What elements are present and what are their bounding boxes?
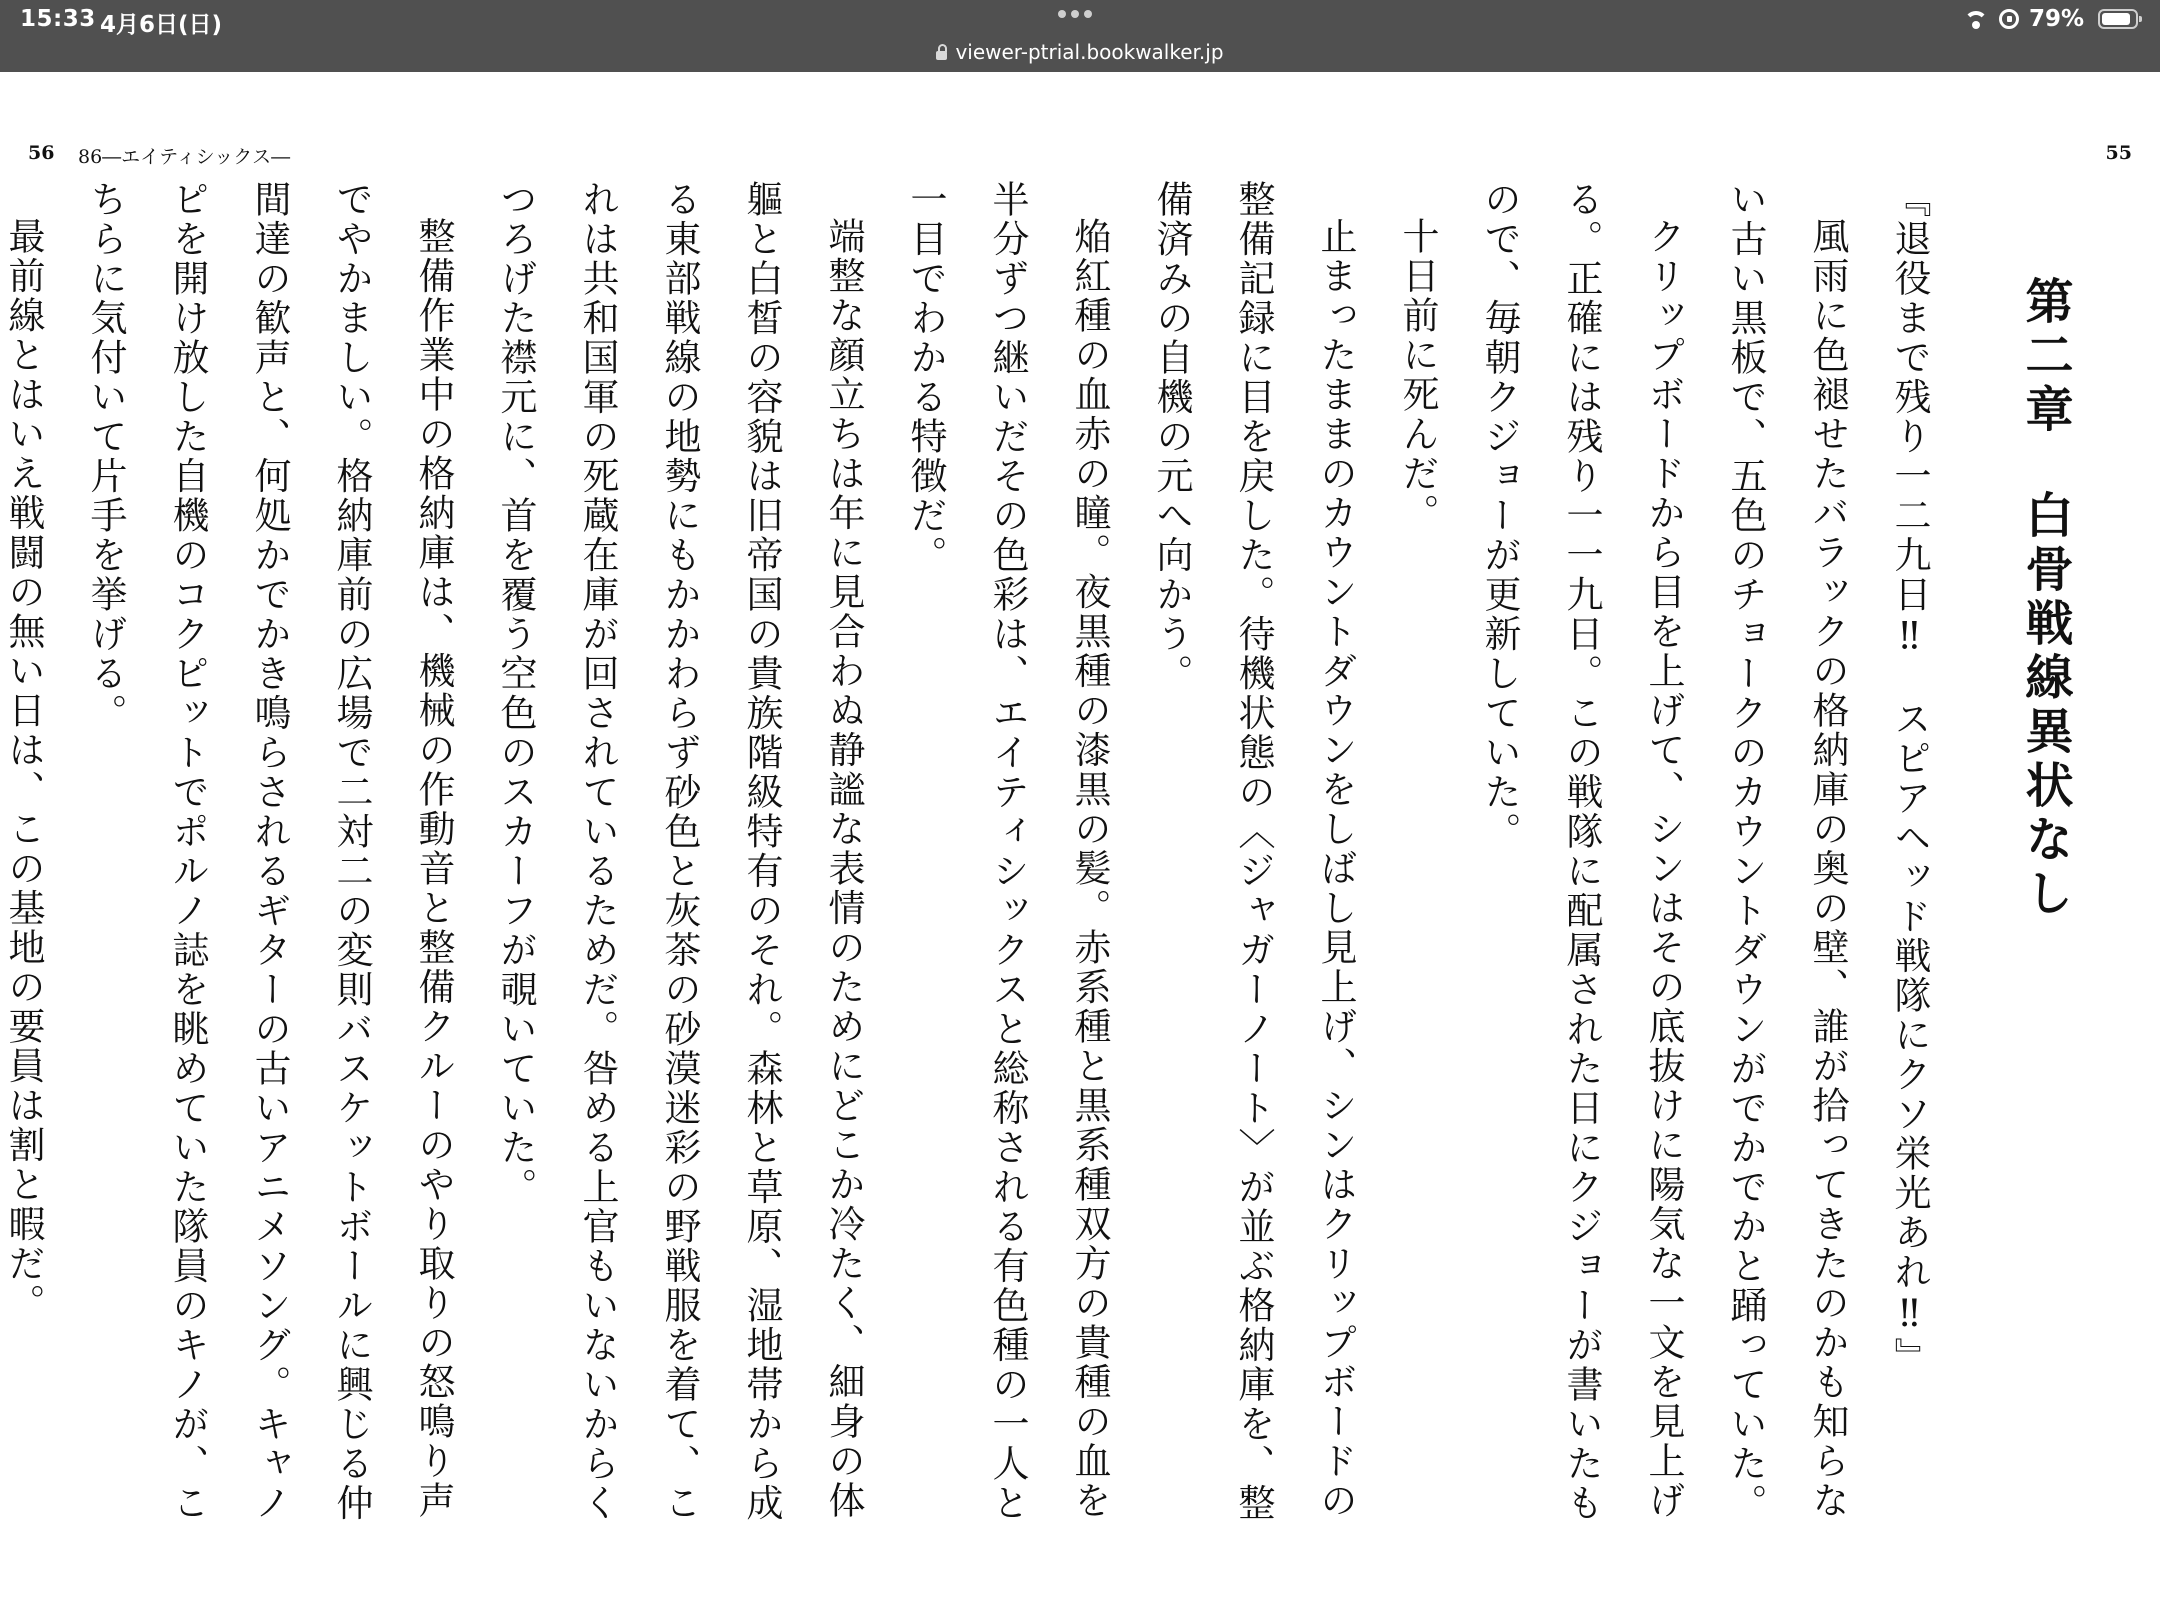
url-text: viewer-ptrial.bookwalker.jp [955,40,1224,64]
paragraph: 風雨に色褪せたバラックの格納庫の奥の壁、誰が拾ってきたのかも知らない古い黒板で、五色のチョークのカウントダウンがでかでかと踊っていた。 [1724,180,1849,1523]
wifi-icon [1963,9,1989,29]
status-indicators [1963,6,2138,32]
chapter-name: 白骨戦線異状なし [2017,490,2073,922]
status-date: 4月6日(日) [100,12,223,38]
paragraph-opening-quote: 『退役まで残り一二九日‼ スピアヘッド戦隊にクソ栄光あれ‼』 [1888,180,1931,1377]
battery-percent: 79% [2028,6,2084,32]
orientation-lock-icon [1999,9,2019,29]
right-page-number: 55 [2105,142,2132,164]
chapter-number: 第二章 [2017,276,2073,438]
left-page-number: 56 [28,142,55,164]
paragraph: 焔紅種の血赤の瞳。夜黒種の漆黒の髪。赤系種と黒系種双方の貴種の血を半分ずつ継いだその色彩は、エイティシックスと総称される有色種の一人と一目でわかる特徴だ。 [904,180,1111,1523]
paragraph: クリップボードから目を上げて、シンはその底抜けに陽気な一文を見上げる。正確には残り一一九日。この戦隊に配属された日にクジョーが書いたもので、毎朝クジョーが更新していた。 [1478,180,1685,1523]
paragraph: 止まったままのカウントダウンをしばし見上げ、シンはクリップボードの整備記録に目を戻した。待機状態の〈ジャガーノート〉が並ぶ格納庫を、整備済みの自機の元へ向かう。 [1150,180,1357,1523]
running-title: 86―エイティシックス― [78,146,291,168]
chapter-title [2011,276,2080,922]
status-time: 15:33 [20,6,96,32]
paragraph: 端整な顔立ちは年に見合わぬ静謐な表情のためにどこか冷たく、細身の体軀と白皙の容貌は旧帝国の貴族階級特有のそれ。森林と草原、湿地帯から成る東部戦線の地勢にもかかわらず砂色と灰茶の砂漠迷彩の野戦服を着て、これは共和国軍の死蔵在庫が回されているためだ。咎める上官もいないからくつろげた襟元に、首を覆う空色のスカーフが覗いていた。 [494,180,865,1523]
battery-icon [2098,9,2138,29]
address-bar[interactable] [0,40,2160,64]
paragraph: 最前線とはいえ戦闘の無い日は、この基地の要員は割と暇だ。 [2,217,45,1323]
multitasking-dots-icon[interactable] [1058,10,1092,18]
paragraph: 整備作業中の格納庫は、機械の作動音と整備クルーのやり取りの怒鳴り声でやかましい。格納庫前の広場で二対二の変則バスケットボールに興じる仲間達の歓声と、何処かでかき鳴らされるギターの古いアニメソング。キャノピを開け放した自機のコクピットでポルノ誌を眺めていた隊員のキノが、こちらに気付いて片手を挙げる。 [84,180,455,1523]
paragraph: 十日前に死んだ。 [1396,217,1439,533]
status-bar [0,0,2160,72]
lock-icon [936,51,947,60]
book-text-column[interactable] [0,180,1950,1555]
